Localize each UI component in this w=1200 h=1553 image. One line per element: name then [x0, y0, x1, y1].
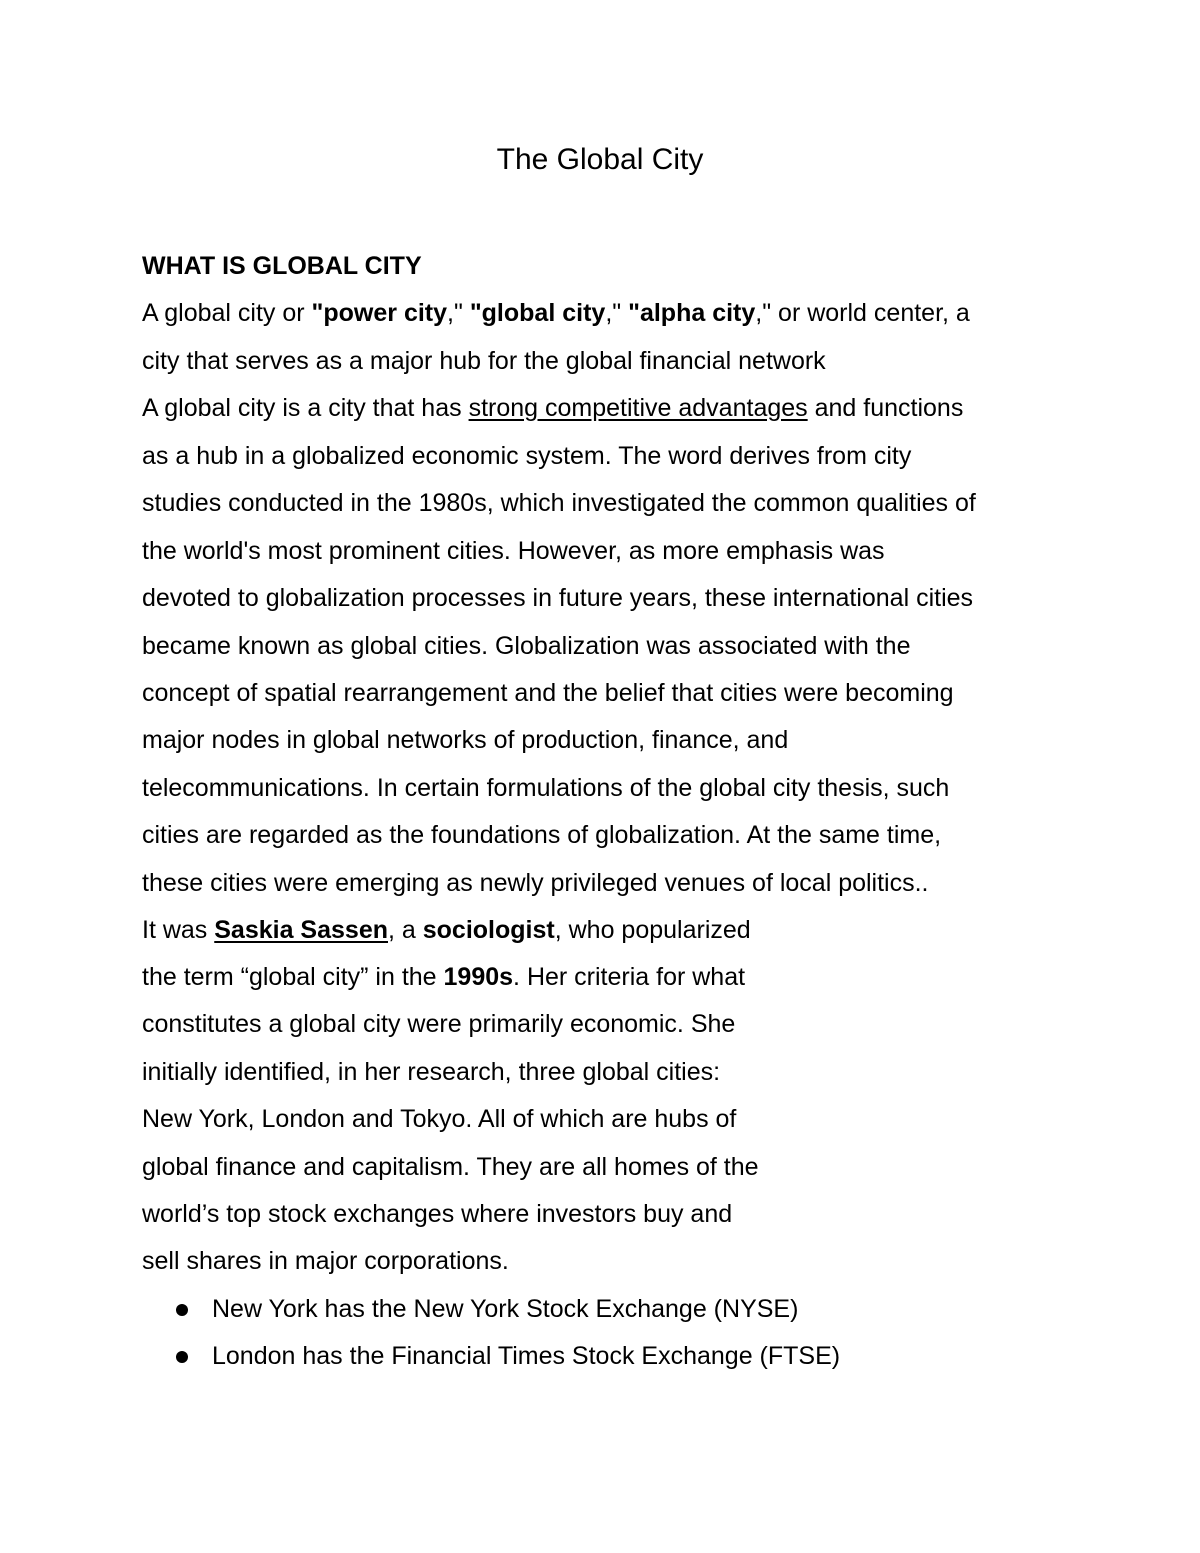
competitive-line	[142, 392, 963, 424]
intro-separator: ,"	[605, 299, 629, 327]
paragraph-line: global finance and capitalism. They are all homes of the	[142, 1153, 759, 1181]
saskia-sassen-link[interactable]: Saskia Sassen	[214, 916, 388, 944]
paragraph-line: concept of spatial rearrangement and the belief that cities were becoming	[142, 679, 954, 707]
paragraph-line: city that serves as a major hub for the global financial network	[142, 347, 826, 375]
document-title: The Global City	[496, 143, 704, 176]
term-alpha-city: "alpha city	[628, 299, 756, 327]
term-power-city: "power city	[311, 299, 448, 327]
bullet-icon	[176, 1304, 188, 1316]
paragraph-line: cities are regarded as the foundations of globalization. At the same time,	[142, 821, 942, 849]
sassen-line	[142, 914, 751, 946]
sassen-prefix: It was	[142, 916, 215, 944]
paragraph-line: major nodes in global networks of production, finance, and	[142, 726, 789, 754]
sassen-mid: , a	[388, 916, 423, 944]
paragraph-line: telecommunications. In certain formulations of the global city thesis, such	[142, 774, 950, 802]
paragraph-line: became known as global cities. Globalization was associated with the	[142, 632, 911, 660]
decade-prefix: the term “global city” in the	[142, 963, 444, 991]
list-item: London has the Financial Times Stock Exchange (FTSE)	[212, 1342, 841, 1370]
decade-term: 1990s	[443, 963, 514, 991]
paragraph-line: initially identified, in her research, three global cities:	[142, 1058, 721, 1086]
sociologist-term: sociologist	[422, 916, 555, 944]
paragraph-line: New York, London and Tokyo. All of which are hubs of	[142, 1105, 737, 1133]
decade-suffix: . Her criteria for what	[513, 963, 746, 991]
bullet-icon	[176, 1351, 188, 1363]
paragraph-line: world’s top stock exchanges where investors buy and	[142, 1200, 733, 1228]
intro-prefix: A global city or	[142, 299, 312, 327]
term-global-city: "global city	[469, 299, 606, 327]
competitive-prefix: A global city is a city that has	[142, 394, 469, 422]
competitive-advantages-link[interactable]: strong competitive advantages	[468, 394, 808, 422]
intro-line	[142, 297, 970, 329]
intro-suffix: ," or world center, a	[755, 299, 970, 327]
list-item: New York has the New York Stock Exchange (NYSE)	[212, 1295, 799, 1323]
competitive-suffix: and functions	[807, 394, 964, 422]
paragraph-line: these cities were emerging as newly privileged venues of local politics..	[142, 869, 929, 897]
paragraph-line: devoted to globalization processes in future years, these international cities	[142, 584, 974, 612]
paragraph-line: as a hub in a globalized economic system. The word derives from city	[142, 442, 912, 470]
sassen-suffix: , who popularized	[554, 916, 751, 944]
paragraph-line: studies conducted in the 1980s, which investigated the common qualities of	[142, 489, 976, 517]
paragraph-line: sell shares in major corporations.	[142, 1247, 509, 1275]
paragraph-line: the world's most prominent cities. However, as more emphasis was	[142, 537, 885, 565]
section-heading: WHAT IS GLOBAL CITY	[142, 252, 422, 280]
paragraph-line: constitutes a global city were primarily economic. She	[142, 1010, 736, 1038]
intro-separator: ,"	[447, 299, 470, 327]
decade-line	[142, 961, 745, 993]
